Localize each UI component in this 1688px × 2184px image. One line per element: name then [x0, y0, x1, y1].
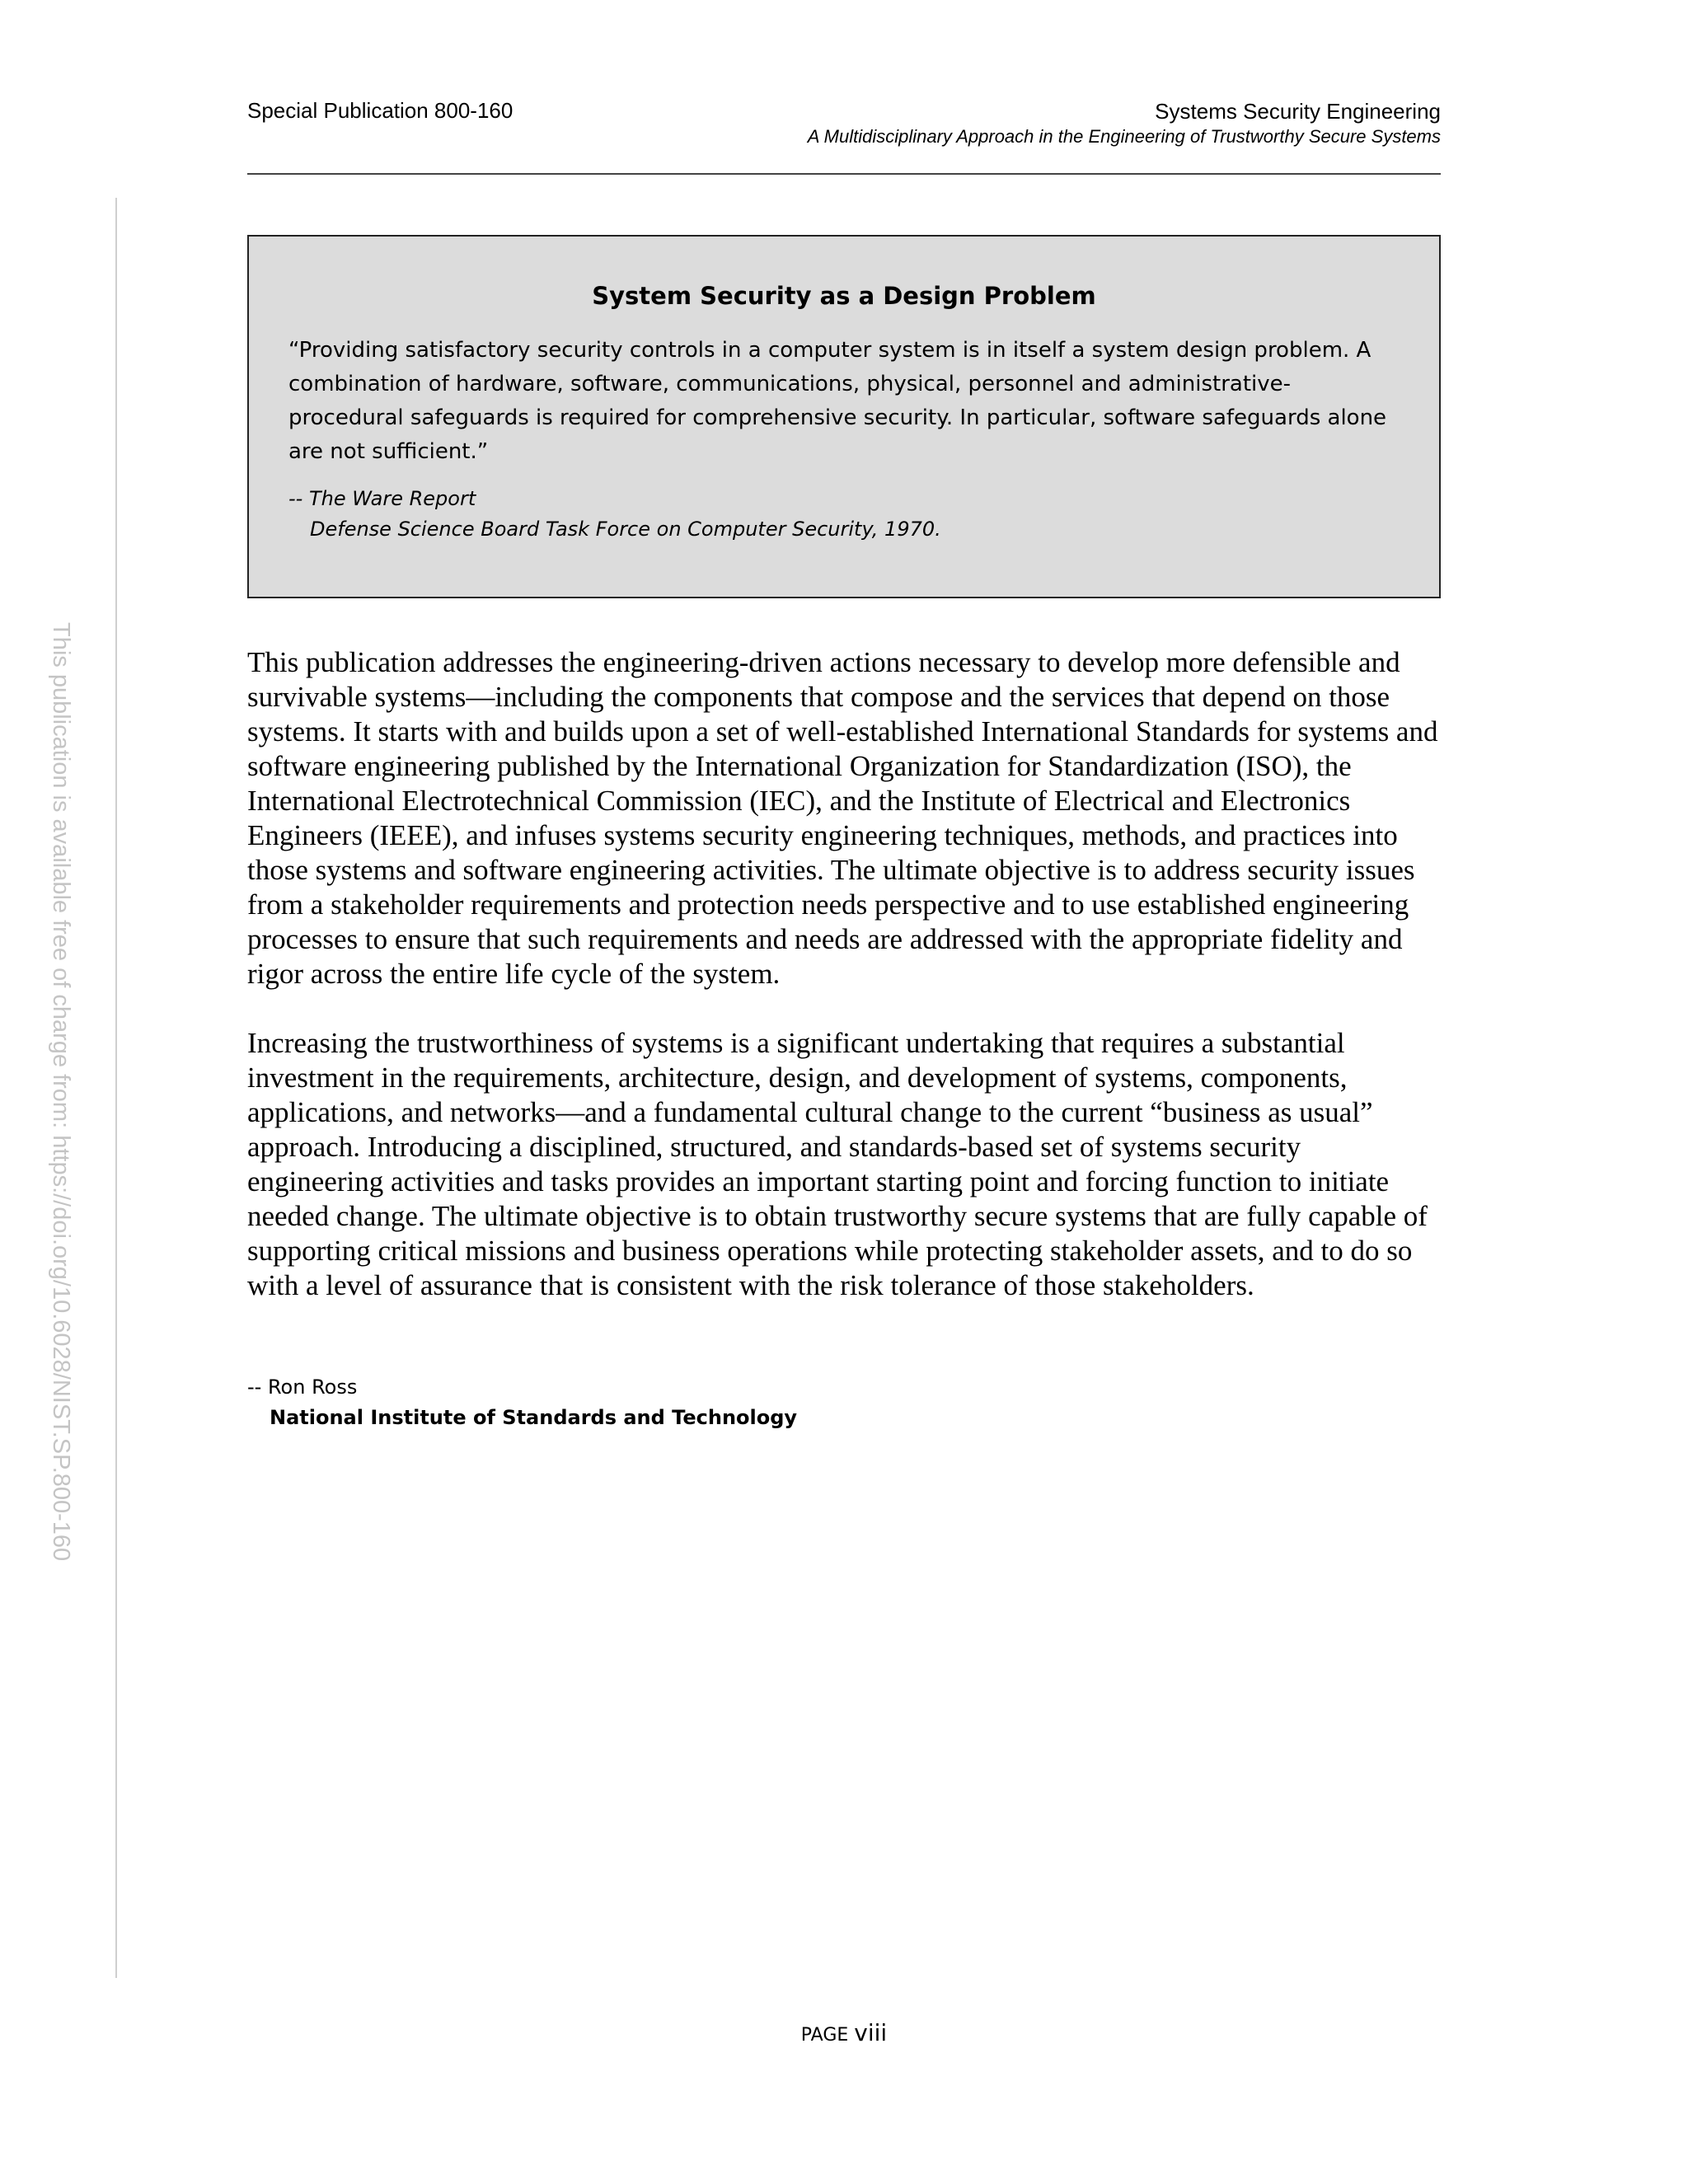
- document-title: Systems Security Engineering: [1155, 99, 1441, 124]
- quote-callout-box: [247, 235, 1441, 598]
- signature-block: [247, 1372, 797, 1433]
- attribution-organization: Defense Science Board Task Force on Computer Security, 1970.: [310, 518, 941, 541]
- callout-title: System Security as a Design Problem: [592, 282, 1096, 310]
- page-number: viii: [854, 2019, 888, 2046]
- body-paragraph-1: This publication addresses the engineering-driven actions necessary to develop more defensible and survivable systems—including the components that compose and the services that depend on those systems. It starts with and builds upon a set of well-established International Standards for systems and software engineering published by the International Organization for Standardization (ISO), the International Electrotechnical Commission (IEC), and the Institute of Electrical and Electronics Engineers (IEEE), and infuses systems security engineering techniques, methods, and practices into those systems and software engineering activities. The ultimate objective is to address security issues from a stakeholder requirements and protection needs perspective and to use established engineering processes to ensure that such requirements and needs are addressed with the appropriate fidelity and rigor across the entire life cycle of the system.: [247, 646, 1438, 990]
- header-divider: [247, 173, 1441, 175]
- running-header: [808, 98, 1441, 149]
- callout-quote: “Providing satisfactory security controls in a computer system is in itself a system design problem. A combination of hardware, software, communications, physical, personnel and administrative-procedural safeguards is required for comprehensive security. In particular, software safeguards alone are not sufficient.”: [288, 338, 1387, 464]
- document-subtitle: A Multidisciplinary Approach in the Engineering of Trustworthy Secure Systems: [807, 126, 1441, 147]
- page-label: PAGE: [800, 2025, 849, 2046]
- margin-rule: [115, 198, 117, 1978]
- availability-watermark: This publication is available free of charge from: https://doi.org/10.6028/NIST.SP.800-160: [48, 622, 74, 1562]
- publication-number: Special Publication 800-160: [247, 98, 513, 123]
- signature-name: -- Ron Ross: [247, 1376, 358, 1399]
- callout-attribution: [288, 484, 941, 545]
- attribution-source: -- The Ware Report: [288, 487, 476, 510]
- page-footer: [0, 2019, 1688, 2046]
- signature-organization: National Institute of Standards and Technology: [270, 1406, 798, 1429]
- body-paragraph-2: Increasing the trustworthiness of systems is a significant undertaking that requires a substantial investment in the requirements, architecture, design, and development of systems, components, applications, and networks—and a fundamental cultural change to the current “business as usual” approach. Introducing a disciplined, structured, and standards-based set of systems security engineering activities and tasks provides an important starting point and forcing function to initiate needed change. The ultimate objective is to obtain trustworthy secure systems that are fully capable of supporting critical missions and business operations while protecting stakeholder assets, and to do so with a level of assurance that is consistent with the risk tolerance of those stakeholders.: [247, 1027, 1428, 1301]
